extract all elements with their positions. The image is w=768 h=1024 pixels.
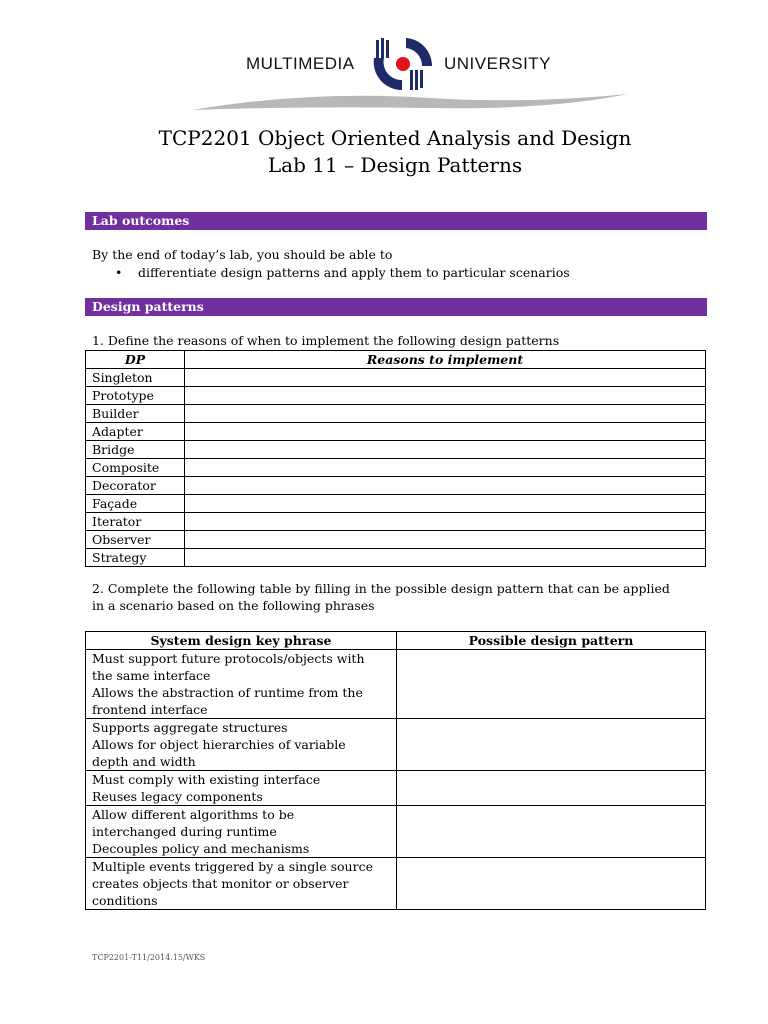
key-phrase-line: Multiple events triggered by a single source [92,859,373,874]
key-phrase-line: frontend interface [92,702,208,717]
key-phrase-line: Must support future protocols/objects with [92,651,365,666]
reason-input-cell[interactable] [185,477,706,495]
table-row [86,441,706,459]
key-phrase-cell [86,806,397,858]
table-row [86,719,706,771]
table-header-row [86,351,706,369]
reason-input-cell[interactable] [185,549,706,567]
key-phrase-line: creates objects that monitor or observer [92,876,349,891]
key-phrase-line: Allows for object hierarchies of variable [92,737,346,752]
table-row [86,513,706,531]
reason-input-cell[interactable] [185,441,706,459]
pattern-name-cell: Composite [86,459,185,477]
reason-input-cell[interactable] [185,387,706,405]
section-heading-lab-outcomes: Lab outcomes [85,212,707,230]
key-phrase-line: Decouples policy and mechanisms [92,841,310,856]
reason-input-cell[interactable] [185,369,706,387]
logo-left-text: MULTIMEDIA [246,54,355,73]
key-phrase-line: Allow different algorithms to be [92,807,295,822]
key-phrase-line: conditions [92,893,158,908]
bullet-marker: • [115,265,123,280]
design-pattern-reasons-table [85,350,706,567]
table-row [86,387,706,405]
column-header-dp: DP [86,351,185,369]
bullet-text: differentiate design patterns and apply them to particular scenarios [138,265,570,280]
key-phrase-cell [86,719,397,771]
design-key-phrase-table [85,631,706,910]
pattern-name-cell: Observer [86,531,185,549]
reason-input-cell[interactable] [185,423,706,441]
key-phrase-line: depth and width [92,754,196,769]
reason-input-cell[interactable] [185,495,706,513]
question-1: 1. Define the reasons of when to implement the following design patterns [92,333,560,348]
pattern-name-cell: Façade [86,495,185,513]
pattern-name-cell: Builder [86,405,185,423]
column-header-reasons: Reasons to implement [185,351,706,369]
reason-input-cell[interactable] [185,405,706,423]
table-row [86,650,706,719]
key-phrase-line: interchanged during runtime [92,824,277,839]
pattern-name-cell: Adapter [86,423,185,441]
column-header-possible-pattern: Possible design pattern [397,632,706,650]
footer-text: TCP2201-T11/2014.15/WKS [92,953,206,962]
pattern-answer-cell[interactable] [397,858,706,910]
table-row [86,549,706,567]
pattern-name-cell: Singleton [86,369,185,387]
key-phrase-line: Must comply with existing interface [92,772,321,787]
table-row [86,477,706,495]
table-row [86,806,706,858]
pattern-answer-cell[interactable] [397,806,706,858]
reason-input-cell[interactable] [185,459,706,477]
university-emblem-icon [370,34,436,94]
table-row [86,459,706,477]
pattern-answer-cell[interactable] [397,771,706,806]
pattern-name-cell: Bridge [86,441,185,459]
table-row [86,369,706,387]
table-row [86,771,706,806]
key-phrase-line: Allows the abstraction of runtime from the [92,685,363,700]
table-row [86,405,706,423]
key-phrase-cell [86,650,397,719]
section-heading-design-patterns: Design patterns [85,298,707,316]
key-phrase-line: the same interface [92,668,211,683]
intro-text: By the end of today’s lab, you should be able to [92,247,393,262]
logo-right-text: UNIVERSITY [444,54,552,73]
question-2-line-1: 2. Complete the following table by filling in the possible design pattern that can be applied [92,581,670,596]
pattern-name-cell: Iterator [86,513,185,531]
logo-swoosh-decoration [190,88,630,118]
table-row [86,858,706,910]
key-phrase-cell [86,771,397,806]
reason-input-cell[interactable] [185,531,706,549]
table-row [86,423,706,441]
table-row [86,531,706,549]
pattern-name-cell: Strategy [86,549,185,567]
reason-input-cell[interactable] [185,513,706,531]
column-header-key-phrase: System design key phrase [86,632,397,650]
pattern-name-cell: Decorator [86,477,185,495]
table-header-row [86,632,706,650]
university-logo [190,30,630,120]
pattern-name-cell: Prototype [86,387,185,405]
pattern-answer-cell[interactable] [397,719,706,771]
document-title: TCP2201 Object Oriented Analysis and Design [158,126,632,150]
document-subtitle: Lab 11 – Design Patterns [267,153,523,177]
key-phrase-line: Supports aggregate structures [92,720,288,735]
key-phrase-line: Reuses legacy components [92,789,263,804]
question-2-line-2: in a scenario based on the following phrases [92,598,375,613]
pattern-answer-cell[interactable] [397,650,706,719]
table-row [86,495,706,513]
key-phrase-cell [86,858,397,910]
